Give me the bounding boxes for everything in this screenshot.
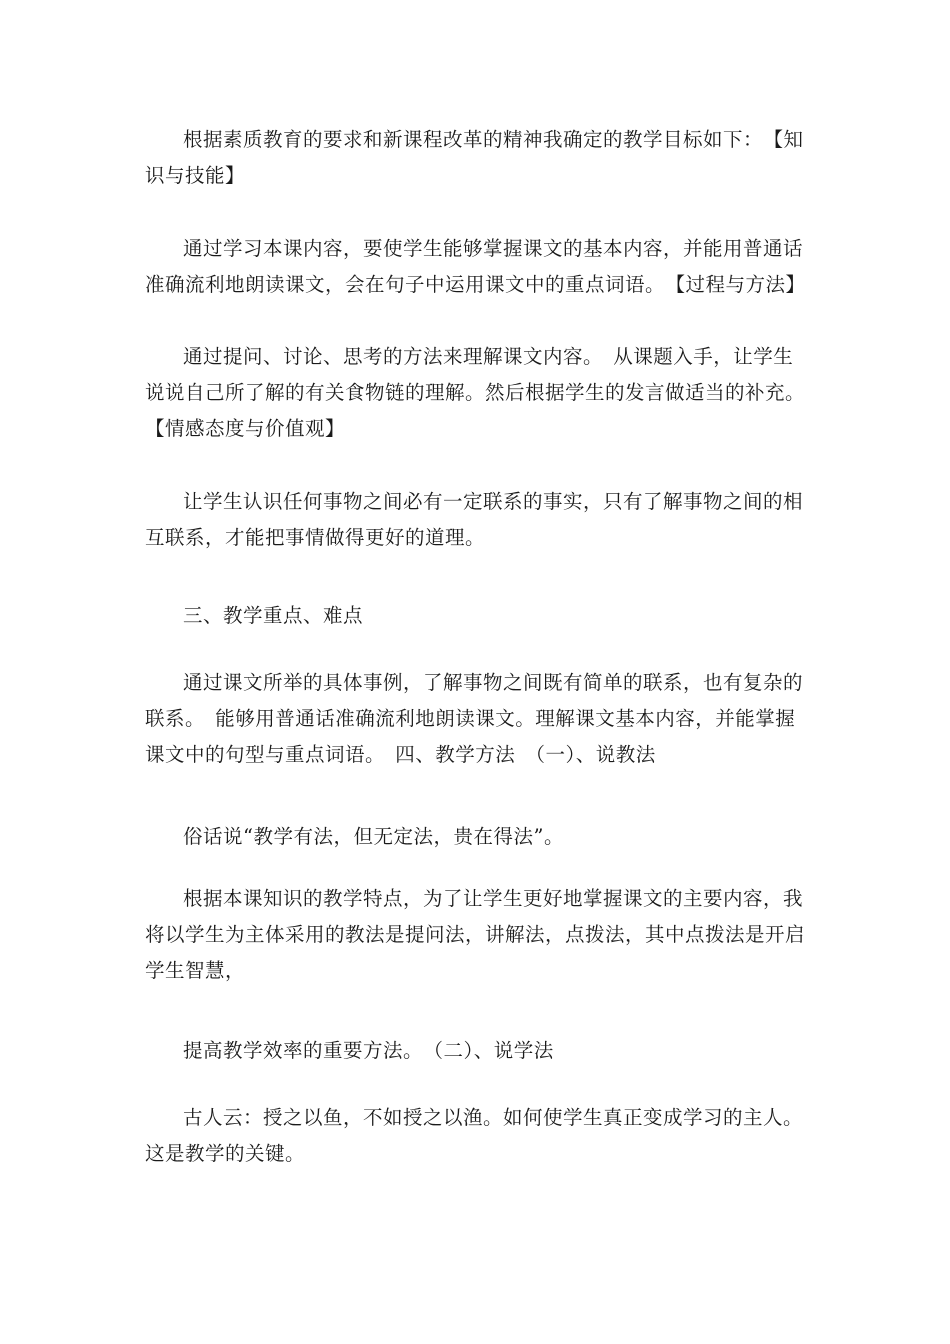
paragraph-learning-method-heading: 提高教学效率的重要方法。 （二）、说学法	[183, 1039, 554, 1062]
paragraph-knowledge-skills: 通过学习本课内容，要使学生能够掌握课文的基本内容，并能用普通话准确流利地朗读课文，会在句子中运用课文中的重点词语。 【过程与方法】	[145, 237, 806, 296]
paragraph-teaching-method: 根据本课知识的教学特点，为了让学生更好地掌握课文的主要内容，我将以学生为主体采用的教法是提问法，讲解法，点拨法，其中点拨法是开启学生智慧，	[145, 887, 806, 982]
heading-key-points: 三、教学重点、难点	[183, 604, 364, 627]
paragraph-process-methods: 通过提问、讨论、思考的方法来理解课文内容。 从课题入手，让学生说说自己所了解的有关食物链的理解。然后根据学生的发言做适当的补充。 【情感态度与价值观】	[145, 345, 816, 440]
paragraph-key-difficult-points: 通过课文所举的具体事例，了解事物之间既有简单的联系，也有复杂的联系。 能够用普通话准确流利地朗读课文。理解课文基本内容，并能掌握课文中的句型与重点词语。 四、教学方法 （一）、说教法	[145, 671, 804, 766]
paragraph-ancient-saying: 古人云：授之以鱼，不如授之以渔。如何使学生真正变成学习的主人。这是教学的关键。	[145, 1106, 804, 1165]
paragraph-proverb: 俗话说“教学有法，但无定法，贵在得法”。	[183, 825, 564, 848]
paragraph-teaching-goals-intro: 根据素质教育的要求和新课程改革的精神我确定的教学目标如下： 【知识与技能】	[145, 128, 804, 187]
paragraph-emotion-values: 让学生认识任何事物之间必有一定联系的事实，只有了解事物之间的相互联系，才能把事情做得更好的道理。	[145, 490, 804, 549]
